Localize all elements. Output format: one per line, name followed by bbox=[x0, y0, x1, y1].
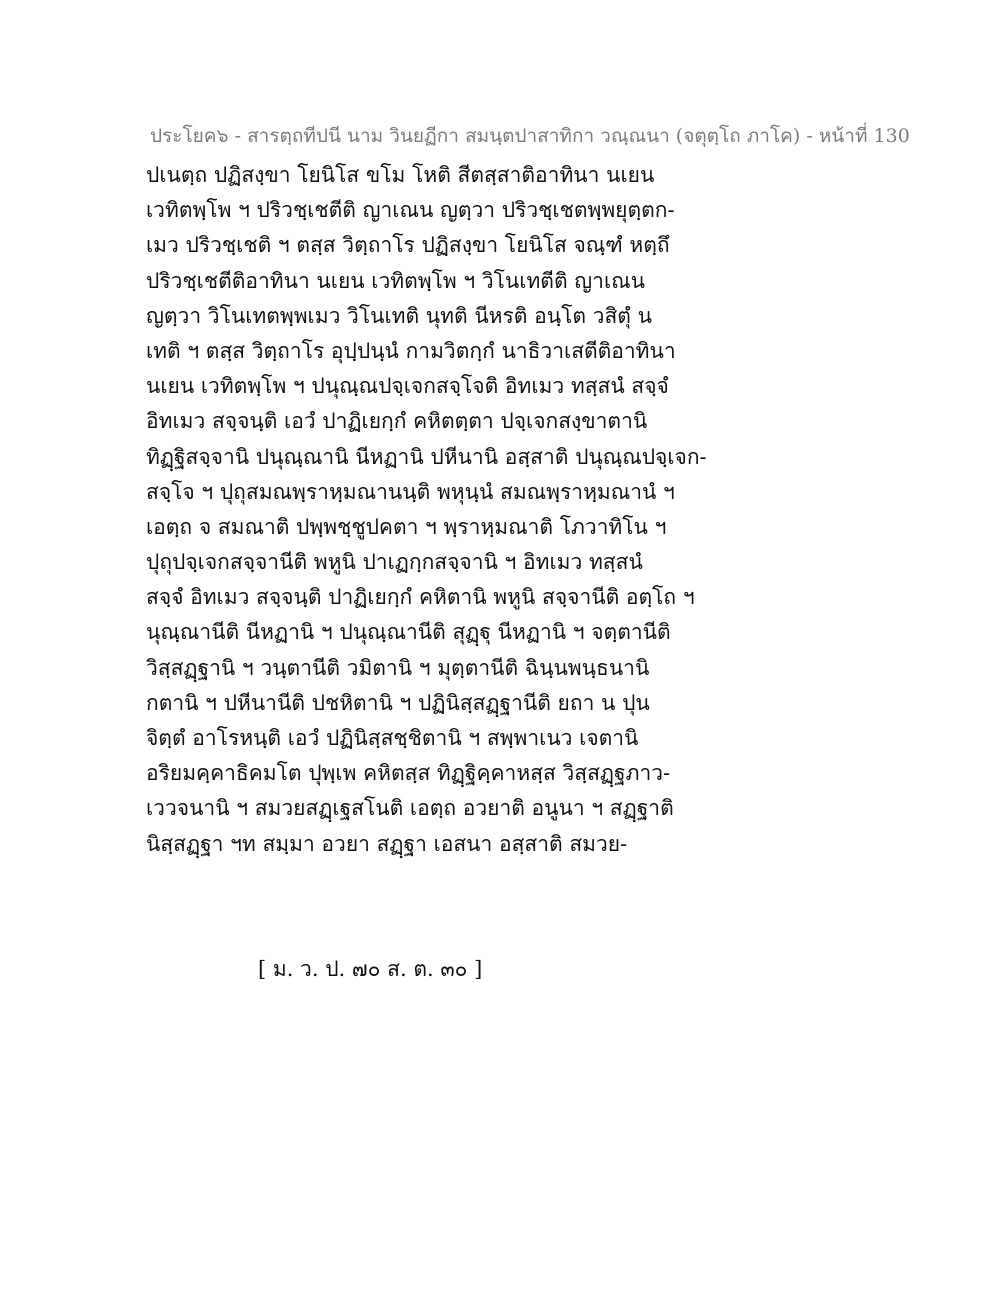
text-line: ทิฏฺฐิสจฺจานิ ปนุณฺณานิ นีหฏานิ ปหีนานิ อสฺสาติ ปนุณฺณปจฺเจก- bbox=[146, 444, 707, 469]
text-line: ปเนตฺถ ปฏิสงฺขา โยนิโส ขโม โหติ สีตสฺสาติอาทินา นเยน bbox=[146, 163, 655, 187]
text-line: วิสฺสฏฺฐานิ ฯ วนฺตานีติ วมิตานิ ฯ มุตฺตานีติ ฉินฺนพนฺธนานิ bbox=[146, 655, 650, 680]
text-line: เววจนานิ ฯ สมวยสฏฺเฐสโนติ เอตฺถ อวยาติ อนูนา ฯ สฏฺฐาติ bbox=[146, 796, 674, 821]
text-line: อิทเมว สจฺจนฺติ เอวํ ปาฏิเยกฺกํ คหิตตฺตา ปจฺเจกสงฺขาตานิ bbox=[146, 409, 648, 434]
text-line: เอตฺถ จ สมณาติ ปพฺพชฺชูปคตา ฯ พฺราหฺมณาติ โภวาทิโน ฯ bbox=[146, 514, 667, 539]
text-line: นุณฺณานีติ นีหฏานิ ฯ ปนุณฺณานีติ สุฏฺฐุ นีหฏานิ ฯ จตฺตานีติ bbox=[146, 620, 671, 645]
text-line: เมว ปริวชฺเชติ ฯ ตสฺส วิตฺถาโร ปฏิสงฺขา โยนิโส จณฺฑํ หตฺถึ bbox=[146, 233, 670, 258]
text-line: จิตฺตํ อาโรหนฺติ เอวํ ปฏินิสฺสชฺชิตานิ ฯ สพฺพาเนว เจตานิ bbox=[146, 726, 639, 750]
text-line: นิสฺสฏฺฐา ฯท สมฺมา อวยา สฏฺฐา เอสนา อสฺสาติ สมวย- bbox=[146, 831, 628, 856]
body-text bbox=[146, 158, 846, 862]
text-line: ญตฺวา วิโนเทตพฺพเมว วิโนเทติ นุทติ นีหรติ อนฺโต วสิตุํ น bbox=[146, 303, 652, 328]
text-line: เวทิตพฺโพ ฯ ปริวชฺเชตีติ ญาเณน ญตฺวา ปริวชฺเชตพฺพยุตฺตก- bbox=[146, 198, 675, 223]
text-line: กตานิ ฯ ปหีนานีติ ปชหิตานิ ฯ ปฏินิสฺสฏฺฐานีติ ยถา น ปุน bbox=[146, 690, 650, 715]
text-line: อริยมคฺคาธิคมโต ปุพฺเพ คหิตสฺส ทิฏฺฐิคฺคาหสฺส วิสฺสฏฺฐภาว- bbox=[146, 761, 671, 786]
text-line: สจฺจํ อิทเมว สจฺจนฺติ ปาฏิเยกฺกํ คหิตานิ พหูนิ สจฺจานีติ อตฺโถ ฯ bbox=[146, 585, 695, 610]
text-line: ปริวชฺเชตีติอาทินา นเยน เวทิตพฺโพ ฯ วิโนเทตีติ ญาเณน bbox=[146, 268, 645, 293]
text-line: เทติ ฯ ตสฺส วิตฺถาโร อุปฺปนฺนํ กามวิตกฺกํ นาธิวาเสตีติอาทินา bbox=[146, 338, 676, 363]
page-footnote: [ ม. ว. ป. ๗๐ ส. ต. ๓๐ ] bbox=[258, 957, 483, 981]
text-line: ปุถุปจฺเจกสจฺจานีติ พหูนิ ปาเฏกฺกสจฺจานิ ฯ อิทเมว ทสฺสนํ bbox=[146, 550, 643, 575]
text-line: สจฺโจ ฯ ปุถุสมณพฺราหฺมณานนฺติ พหุนฺนํ สมณพฺราหฺมณานํ ฯ bbox=[146, 479, 675, 504]
text-line: นเยน เวทิตพฺโพ ฯ ปนุณฺณปจฺเจกสจฺโจติ อิทเมว ทสฺสนํ สจฺจํ bbox=[146, 374, 669, 399]
page-header: ประโยค๖ - สารตฺถทีปนี นาม วินยฏีกา สมนฺตปาสาทิกา วณฺณนา (จตุตฺโถ ภาโค) - หน้าที่ 130 bbox=[150, 125, 910, 147]
